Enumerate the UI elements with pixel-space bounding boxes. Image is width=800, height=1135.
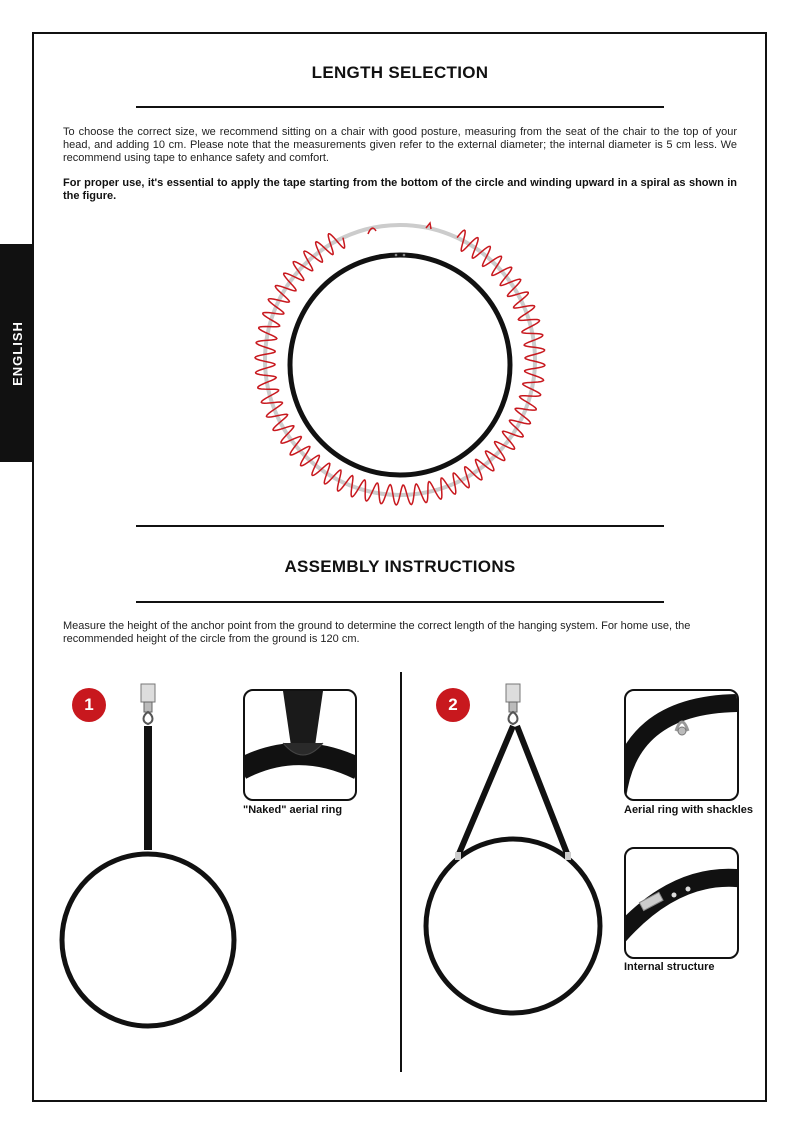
- length-selection-title: LENGTH SELECTION: [311, 63, 489, 82]
- ring-hole: [395, 254, 398, 257]
- divider-rule: [136, 525, 664, 527]
- swivel-icon: [509, 702, 517, 712]
- shackle-icon: [455, 852, 461, 860]
- ring-hole: [686, 887, 691, 892]
- aerial-ring: [426, 839, 600, 1013]
- language-tab-label: ENGLISH: [9, 320, 25, 386]
- divider-rule: [136, 106, 664, 108]
- ring-section: [626, 703, 737, 799]
- carabiner-icon: [509, 712, 518, 724]
- strap-loop: [283, 691, 323, 746]
- ring-hole: [403, 254, 406, 257]
- shackle-icon: [565, 852, 571, 860]
- ceiling-anchor-icon: [141, 684, 155, 702]
- step-1-badge: 1: [72, 688, 106, 722]
- ring-section: [245, 754, 355, 769]
- aerial-ring: [62, 854, 234, 1026]
- carabiner-icon: [144, 712, 153, 724]
- internal-structure-photo: [624, 847, 739, 959]
- shackle-ring-caption: Aerial ring with shackles: [624, 804, 753, 816]
- tape-instruction-note: For proper use, it's essential to apply the tape starting from the bottom of the circle and winding upward in a spiral as shown in the figure.: [63, 177, 737, 202]
- vertical-divider: [400, 672, 402, 1072]
- shackle-ring-photo: [624, 689, 739, 801]
- length-selection-paragraph: To choose the correct size, we recommend sitting on a chair with good posture, measuring from the seat of the chair to the top of your head, and adding 10 cm. Please note that the measurements given refer to the external diameter; the internal diameter is 5 cm less. We recommend using tape to enhance safety and comfort.: [63, 126, 737, 164]
- spiral-tape-coil: [255, 230, 545, 505]
- taped-ring-illustration: [250, 210, 550, 510]
- language-tab: [0, 244, 34, 462]
- step-2-hanging-ring: [418, 678, 613, 1038]
- swivel-icon: [144, 702, 152, 712]
- shackle-pin: [678, 727, 686, 735]
- aerial-ring: [290, 255, 510, 475]
- ceiling-anchor-icon: [506, 684, 520, 702]
- strap: [146, 726, 150, 850]
- divider-rule: [136, 601, 664, 603]
- naked-ring-caption: "Naked" aerial ring: [243, 804, 343, 816]
- assembly-paragraph: Measure the height of the anchor point from the ground to determine the correct length of the hanging system. For home use, the recommended height of the circle from the ground is 120 cm.: [63, 620, 691, 645]
- ring-hole: [672, 893, 677, 898]
- assembly-instructions-title: ASSEMBLY INSTRUCTIONS: [284, 557, 516, 576]
- step-2-badge: 2: [436, 688, 470, 722]
- step-1-hanging-ring: [55, 678, 245, 1038]
- naked-ring-photo: [243, 689, 357, 801]
- internal-structure-caption: Internal structure: [624, 961, 715, 973]
